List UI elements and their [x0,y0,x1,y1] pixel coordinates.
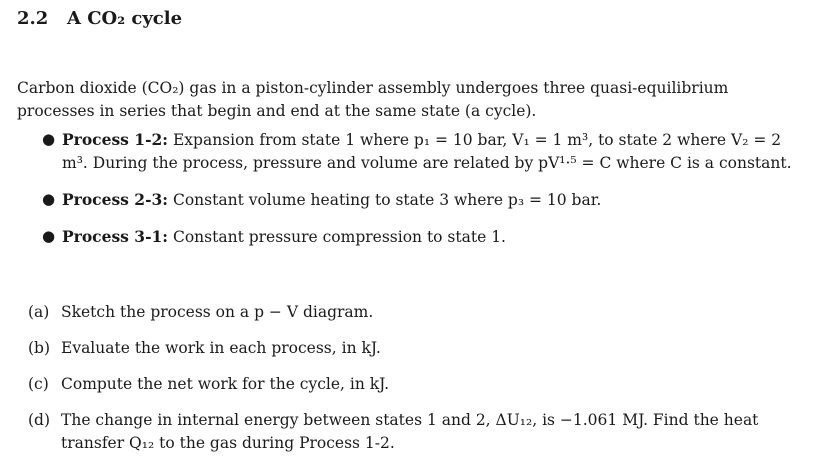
question-label: (b) [28,339,51,357]
section-heading [17,8,182,29]
question-label: (c) [28,375,49,393]
question-text: The change in internal energy between states 1 and 2, ΔU₁₂, is −1.061 MJ. Find the heat transfer Q₁₂ to the gas during Process 1-2. [61,411,759,452]
process-item-2-3 [40,188,810,212]
process-description: Constant volume heating to state 3 where p₃ = 10 bar. [172,191,602,209]
process-title: Process 1-2: [62,130,169,149]
bullet-icon: ● [42,130,56,148]
process-title: Process 3-1: [62,227,169,246]
section-title: A CO₂ cycle [67,8,183,29]
question-list [28,301,810,455]
question-d [28,409,810,455]
process-description: Constant pressure compression to state 1. [172,228,506,246]
question-label: (a) [28,303,50,321]
bullet-icon: ● [42,227,56,245]
process-list [40,128,810,249]
question-a [28,301,810,324]
question-text: Evaluate the work in each process, in kJ. [61,339,381,357]
question-text: Sketch the process on a p − V diagram. [61,303,374,321]
process-description: Expansion from state 1 where p₁ = 10 bar, V₁ = 1 m³, to state 2 where V₂ = 2 m³. During the process, pressure and volume are related by pV¹·⁵ = C where C is a constant. [62,131,792,172]
intro-paragraph: Carbon dioxide (CO₂) gas in a piston-cylinder assembly undergoes three quasi-equilibrium processes in series that begin and end at the same state (a cycle). [17,78,729,120]
question-c [28,373,810,396]
question-text: Compute the net work for the cycle, in kJ. [61,375,390,393]
section-number: 2.2 [17,8,49,29]
process-title: Process 2-3: [62,190,169,209]
question-b [28,337,810,360]
process-item-3-1 [40,225,810,249]
bullet-icon: ● [42,190,56,208]
question-label: (d) [28,411,51,429]
process-item-1-2 [40,128,810,175]
